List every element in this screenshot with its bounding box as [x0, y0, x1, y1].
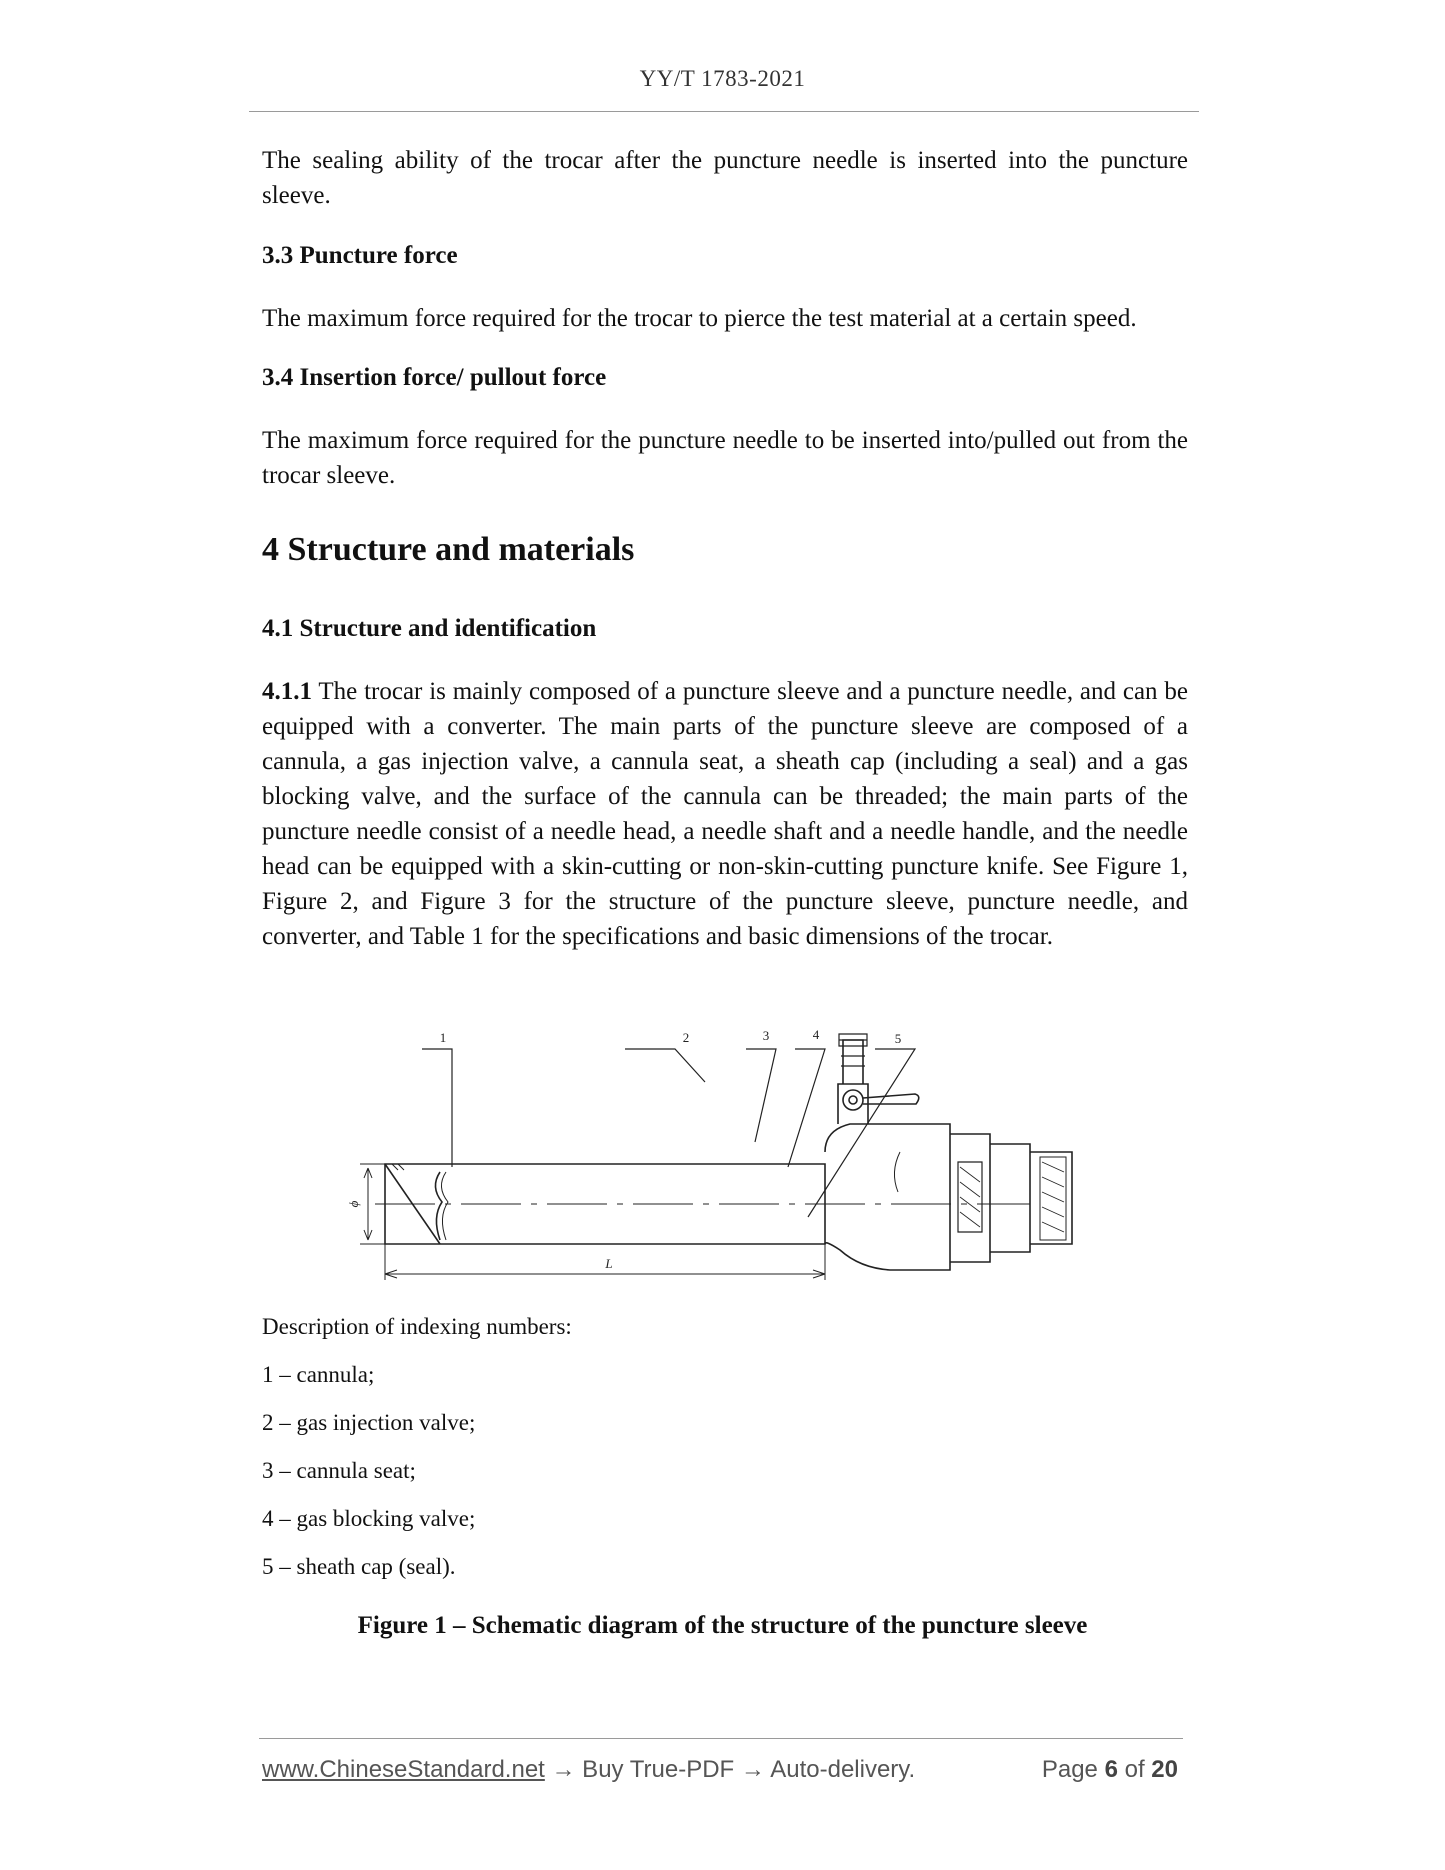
seat-break [894, 1152, 900, 1192]
diameter-symbol: ϕ [346, 1200, 361, 1208]
sheath-cap [990, 1144, 1030, 1252]
section-4-1-heading: 4.1 Structure and identification [262, 615, 597, 642]
section-3-4-heading: 3.4 Insertion force/ pullout force [262, 364, 607, 391]
figure-label-3: 3 [762, 1028, 770, 1043]
gas-blocking-valve [950, 1134, 990, 1262]
footer-promo-text: → Buy True-PDF → Auto-delivery. [544, 1756, 916, 1783]
description-item-5: 5 – sheath cap (seal). [262, 1554, 456, 1579]
leader-4 [788, 1049, 825, 1167]
blocking-valve-inner [958, 1162, 982, 1232]
valve-lever [863, 1094, 919, 1104]
page-total: 20 [1151, 1756, 1178, 1783]
description-title: Description of indexing numbers: [262, 1314, 572, 1339]
length-symbol: L [605, 1256, 613, 1271]
section-4-1-1-number: 4.1.1 [262, 678, 312, 705]
page-indicator [1042, 1756, 1178, 1784]
figure-caption: Figure 1 – Schematic diagram of the structure of the puncture sleeve [357, 1612, 1088, 1639]
section-3-3-text: The maximum force required for the trocar to pierce the test material at a certain speed. [262, 305, 1137, 332]
valve-axis [849, 1096, 857, 1104]
section-3-3-heading: 3.3 Puncture force [262, 242, 458, 269]
cannula-break-left [435, 1172, 442, 1240]
of-word: of [1124, 1756, 1145, 1783]
leader-1 [422, 1049, 452, 1167]
description-item-2: 2 – gas injection valve; [262, 1410, 476, 1435]
description-item-1: 1 – cannula; [262, 1362, 375, 1387]
section-4-heading: 4 Structure and materials [262, 531, 635, 568]
document-code-header: YY/T 1783-2021 [639, 66, 806, 91]
valve-knob [843, 1090, 863, 1110]
puncture-sleeve-diagram [330, 1012, 1110, 1292]
leader-3 [746, 1049, 776, 1142]
footer-divider [259, 1738, 1183, 1739]
figure-label-5: 5 [894, 1031, 902, 1046]
seal-hatch [1042, 1162, 1064, 1232]
cannula-thread [392, 1164, 404, 1170]
description-item-3: 3 – cannula seat; [262, 1458, 416, 1483]
header-divider [249, 111, 1199, 112]
figure-label-4: 4 [812, 1027, 820, 1042]
seal-inner [1040, 1157, 1066, 1240]
cannula-seat [825, 1124, 950, 1270]
footer-site-link[interactable]: www.ChineseStandard.net [262, 1756, 545, 1783]
leader-2 [625, 1049, 705, 1082]
figure-label-1: 1 [439, 1030, 447, 1045]
section-3-4-text: The maximum force required for the puncture needle to be inserted into/pulled out from the trocar sleeve. [262, 427, 1188, 489]
leader-5 [808, 1049, 915, 1217]
section-4-1-1-text: The trocar is mainly composed of a puncture sleeve and a puncture needle, and can be equipped with a converter. The main parts of the puncture sleeve are composed of a cannula, a gas injection valve, a cannula seat, a sheath cap (including a seal) and a gas blocking valve, and the surface of the cannula can be threaded; the main parts of the puncture needle consist of a needle head, a needle shaft and a needle handle, and the needle head can be equipped with a skin-cutting or non-skin-cutting puncture knife. See Figure 1, Figure 2, and Figure 3 for the structure of the puncture sleeve, puncture needle, and converter, and Table 1 for the specifications and basic dimensions of the trocar. [262, 678, 1188, 950]
blocking-valve-hatch [960, 1167, 980, 1227]
page-footer [262, 1756, 1186, 1784]
description-item-4: 4 – gas blocking valve; [262, 1506, 476, 1531]
section-4-1-1-paragraph [262, 674, 1188, 954]
cannula-break-right [441, 1172, 448, 1240]
figure-label-2: 2 [682, 1030, 690, 1045]
sealing-paragraph: The sealing ability of the trocar after the puncture needle is inserted into the puncture sleeve. [262, 147, 1188, 209]
page-current: 6 [1104, 1756, 1118, 1783]
page-word: Page [1041, 1756, 1098, 1783]
